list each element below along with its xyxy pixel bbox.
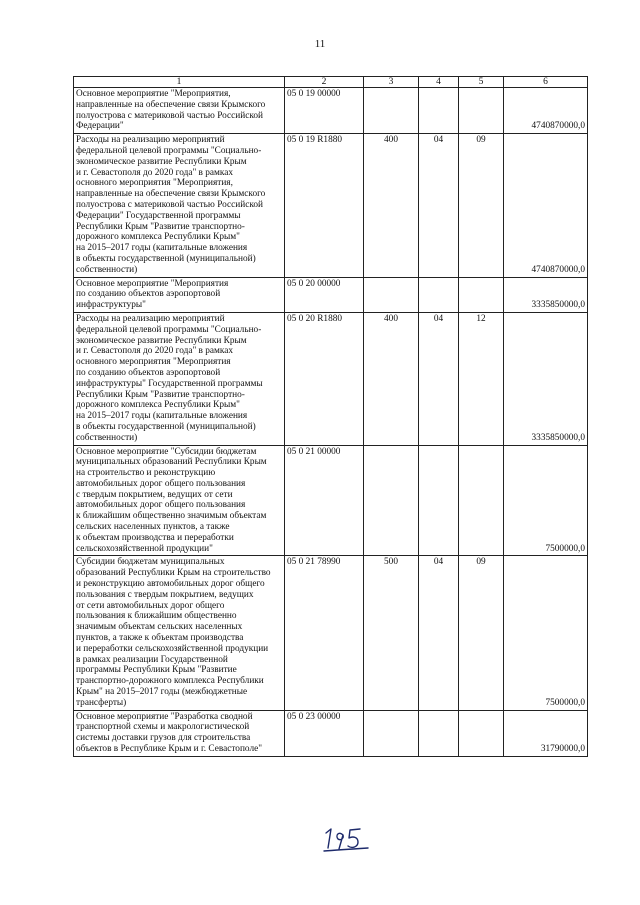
section: 04 — [419, 556, 459, 710]
expense-type: 400 — [364, 312, 419, 445]
column-header: 6 — [504, 77, 588, 88]
program-code: 05 0 19 R1880 — [285, 134, 364, 277]
program-code: 05 0 21 00000 — [285, 445, 364, 556]
table-row — [74, 445, 588, 556]
item-name: Расходы на реализацию мероприятий федеральной целевой программы "Социально- экономическое развитие Республики Крым и г. Севастополя до 2020 года" в рамках основного мероприятия "Мероприятия, направленные на обеспечение связи Крымского полуострова с материковой частью Российской Федерации" Государственной программы Республики Крым "Развитие транспортно- дорожного комплекса Республики Крым" на 2015–2017 годы (капитальные вложения в объекты государственной (муниципальной) собственности) — [74, 134, 285, 277]
subsection: 12 — [459, 312, 504, 445]
table-row — [74, 710, 588, 756]
column-header: 3 — [364, 77, 419, 88]
section — [419, 445, 459, 556]
expense-type — [364, 88, 419, 134]
subsection: 09 — [459, 134, 504, 277]
expense-type — [364, 710, 419, 756]
column-header: 5 — [459, 77, 504, 88]
table-row — [74, 312, 588, 445]
amount: 31790000,0 — [504, 710, 588, 756]
program-code: 05 0 20 R1880 — [285, 312, 364, 445]
item-name: Субсидии бюджетам муниципальных образований Республики Крым на строительство и реконструкцию автомобильных дорог общего пользования с твердым покрытием, ведущих от сети автомобильных дорог общего пользования к ближайшим общественно значимым объектам сельских населенных пунктов, а также к объектам производства и переработки сельскохозяйственной продукции в рамках реализации Государственной программы Республики Крым "Развитие транспортно-дорожного комплекса Республики Крым" на 2015–2017 годы (межбюджетные трансферты) — [74, 556, 285, 710]
item-name: Основное мероприятие "Мероприятия, направленные на обеспечение связи Крымского полуострова с материковой частью Российской Федерации" — [74, 88, 285, 134]
table-header-row — [74, 77, 588, 88]
expense-type: 400 — [364, 134, 419, 277]
subsection: 09 — [459, 556, 504, 710]
expense-type: 500 — [364, 556, 419, 710]
column-header: 1 — [74, 77, 285, 88]
section: 04 — [419, 312, 459, 445]
subsection — [459, 277, 504, 312]
table-row — [74, 134, 588, 277]
amount: 4740870000,0 — [504, 134, 588, 277]
item-name: Основное мероприятие "Разработка сводной транспортной схемы и макрологистической системы доставки грузов для строительства объектов в Республике Крым и г. Севастополе" — [74, 710, 285, 756]
expense-type — [364, 445, 419, 556]
column-header: 2 — [285, 77, 364, 88]
table-row — [74, 277, 588, 312]
column-header: 4 — [419, 77, 459, 88]
expense-type — [364, 277, 419, 312]
program-code: 05 0 20 00000 — [285, 277, 364, 312]
item-name: Основное мероприятие "Субсидии бюджетам муниципальных образований Республики Крым на строительство и реконструкцию автомобильных дорог общего пользования с твердым покрытием, ведущих от сети автомобильных дорог общего пользования к ближайшим общественно значимым объектам сельских населенных пунктов, а также к объектам производства и переработки сельскохозяйственной продукции" — [74, 445, 285, 556]
program-code: 05 0 23 00000 — [285, 710, 364, 756]
amount: 7500000,0 — [504, 445, 588, 556]
budget-table — [73, 76, 588, 757]
amount: 7500000,0 — [504, 556, 588, 710]
amount: 3335850000,0 — [504, 312, 588, 445]
section — [419, 277, 459, 312]
page-number: 11 — [314, 38, 326, 50]
item-name: Расходы на реализацию мероприятий федеральной целевой программы "Социально- экономическое развитие Республики Крым и г. Севастополя до 2020 года" в рамках основного мероприятия "Мероприятия по созданию объектов аэропортовой инфраструктуры" Государственной программы Республики Крым "Развитие транспортно- дорожного комплекса Республики Крым" на 2015–2017 годы (капитальные вложения в объекты государственной (муниципальной) собственности) — [74, 312, 285, 445]
table-row — [74, 556, 588, 710]
section — [419, 88, 459, 134]
section — [419, 710, 459, 756]
handwritten-page-number — [322, 826, 370, 852]
subsection — [459, 88, 504, 134]
subsection — [459, 445, 504, 556]
amount: 4740870000,0 — [504, 88, 588, 134]
subsection — [459, 710, 504, 756]
program-code: 05 0 19 00000 — [285, 88, 364, 134]
table-row — [74, 88, 588, 134]
item-name: Основное мероприятие "Мероприятия по созданию объектов аэропортовой инфраструктуры" — [74, 277, 285, 312]
program-code: 05 0 21 78990 — [285, 556, 364, 710]
section: 04 — [419, 134, 459, 277]
amount: 3335850000,0 — [504, 277, 588, 312]
